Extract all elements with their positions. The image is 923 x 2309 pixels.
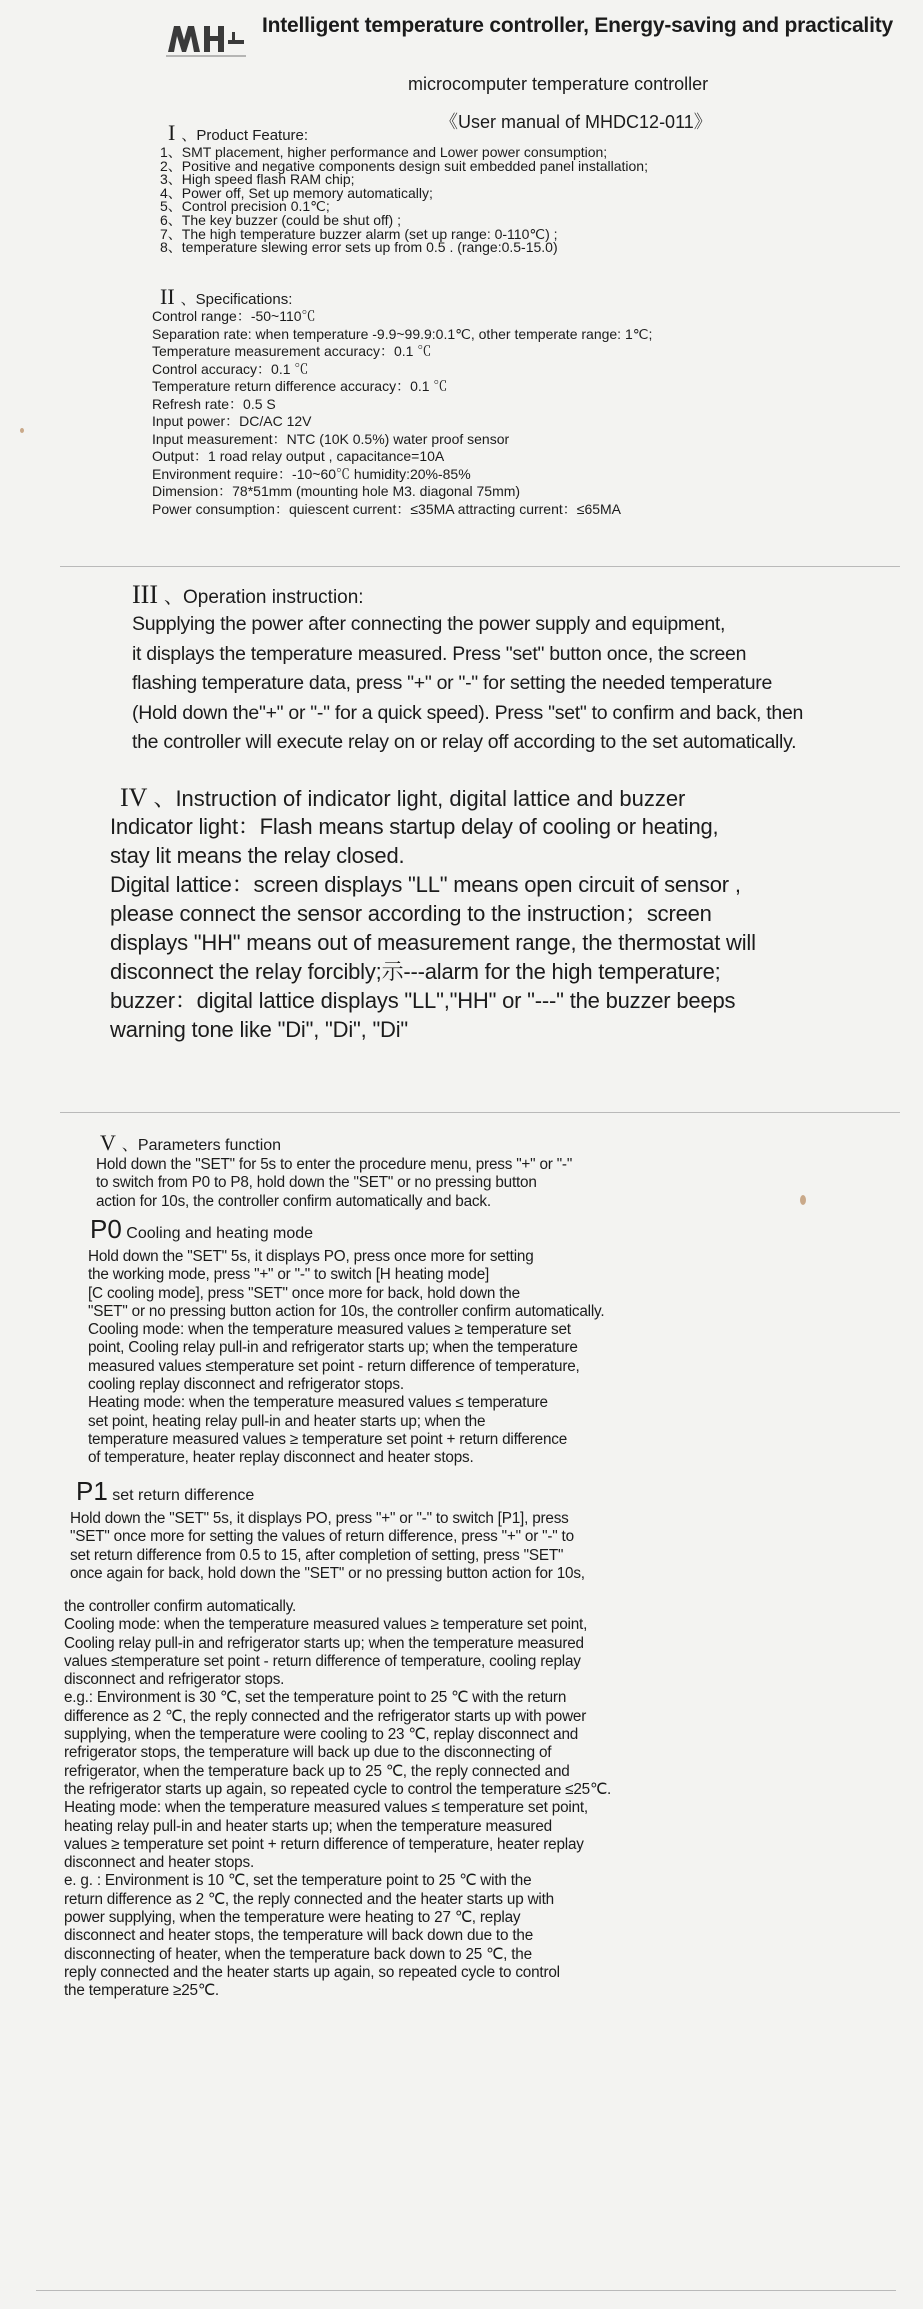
document-title: Intelligent temperature controller, Energy-saving and practicality — [262, 14, 893, 37]
paragraph-line: displays "HH" means out of measurement range, the thermostat will — [110, 930, 756, 955]
paragraph-line: Hold down the "SET" for 5s to enter the procedure menu, press "+" or "-" — [96, 1156, 573, 1173]
section-numeral: IV — [120, 783, 148, 812]
paragraph-line: disconnect and heater stops. — [64, 1854, 254, 1872]
paragraph-line: Heating mode: when the temperature measured values ≤ temperature set point, — [64, 1799, 588, 1817]
list-item: 2、Positive and negative components design suit embedded panel installation; — [160, 157, 648, 174]
scan-speck — [20, 428, 24, 433]
paragraph-line: e. g. : Environment is 10 ℃, set the temperature point to 25 ℃ with the — [64, 1872, 532, 1890]
features-heading: I 、Product Feature: — [168, 120, 309, 145]
divider — [60, 566, 900, 567]
features-list — [160, 146, 648, 255]
list-item: 7、The high temperature buzzer alarm (set up range: 0-110℃) ; — [160, 225, 558, 242]
list-item: 6、The key buzzer (could be shut off) ; — [160, 211, 401, 228]
paragraph-line: buzzer：digital lattice displays "LL","HH" or "---" the buzzer beeps — [110, 988, 736, 1013]
paragraph-line: disconnecting of heater, when the temperature back down to 25 ℃, the — [64, 1945, 532, 1963]
p0-text — [88, 1248, 604, 1468]
list-item: Input measurement：NTC (10K 0.5%) water proof sensor — [152, 430, 510, 447]
indicator-text — [110, 812, 756, 1044]
paragraph-line: the controller will execute relay on or relay off according to the set automatically. — [132, 731, 797, 754]
paragraph-line: refrigerator, when the temperature back up to 25 ℃, the reply connected and — [64, 1762, 570, 1780]
list-item: Output：1 road relay output , capacitance=10A — [152, 448, 445, 464]
list-item: 3、High speed flash RAM chip; — [160, 171, 355, 188]
paragraph-line: point, Cooling relay pull-in and refrigerator starts up; when the temperature — [88, 1339, 578, 1357]
paragraph-line: "SET" or no pressing button action for 10s, the controller confirm automatically. — [88, 1302, 605, 1320]
paragraph-line: Cooling mode: when the temperature measured values ≥ temperature set — [88, 1321, 571, 1339]
paragraph-line: heating relay pull-in and heater starts up; when the temperature measured — [64, 1817, 552, 1835]
paragraph-line: Hold down the "SET" 5s, it displays PO, press once more for setting — [88, 1248, 534, 1265]
paragraph-line: cooling replay disconnect and refrigerator stops. — [88, 1376, 404, 1394]
specifications-heading: II 、Specifications: — [160, 284, 293, 309]
p1-continued-text — [64, 1598, 611, 2001]
paragraph-line: Indicator light：Flash means startup delay of cooling or heating, — [110, 814, 719, 839]
list-item: Control accuracy：0.1 ℃ — [152, 360, 309, 377]
paragraph-line: disconnect and heater stops, the temperature will back down due to the — [64, 1927, 533, 1945]
paragraph-line: disconnect and refrigerator stops. — [64, 1671, 285, 1689]
list-item: Power consumption：quiescent current：≤35MA attracting current：≤65MA — [152, 500, 622, 517]
document-subtitle: microcomputer temperature controller — [408, 74, 709, 94]
paragraph-line: "SET" once more for setting the values of return difference, press "+" or "-" to — [70, 1528, 574, 1546]
manual-name: 《User manual of MHDC12-011》 — [440, 112, 712, 132]
indicator-heading: IV 、Instruction of indicator light, digital lattice and buzzer — [120, 783, 686, 812]
paragraph-line: values ≥ temperature set point + return difference of temperature, heater replay — [64, 1835, 584, 1853]
paragraph-line: to switch from P0 to P8, hold down the "SET" or no pressing button — [96, 1174, 537, 1192]
paragraph-line: action for 10s, the controller confirm automatically and back. — [96, 1192, 491, 1210]
list-item: Temperature measurement accuracy：0.1 ℃ — [152, 343, 432, 359]
paragraph-line: Digital lattice：screen displays "LL" means open circuit of sensor , — [110, 872, 741, 897]
parameter-code: P1 — [76, 1476, 108, 1506]
paragraph-line: values ≤temperature set point - return difference of temperature, cooling replay — [64, 1652, 581, 1670]
paragraph-line: once again for back, hold down the "SET" or no pressing button action for 10s, — [70, 1564, 585, 1582]
list-item: 8、temperature slewing error sets up from 0.5 . (range:0.5-15.0) — [160, 239, 558, 256]
paragraph-line: the working mode, press "+" or "-" to switch [H heating mode] — [88, 1266, 490, 1284]
operation-heading: III 、Operation instruction: — [132, 580, 364, 609]
list-item: Input power：DC/AC 12V — [152, 413, 312, 429]
paragraph-line: return difference as 2 ℃, the reply connected and the heater starts up with — [64, 1890, 554, 1908]
paragraph-line: Cooling relay pull-in and refrigerator starts up; when the temperature measured — [64, 1634, 584, 1652]
section-numeral: V — [100, 1130, 116, 1155]
p1-text — [70, 1510, 585, 1583]
paragraph-line: the controller confirm automatically. — [64, 1598, 297, 1615]
section-numeral: I — [168, 120, 176, 145]
paragraph-line: the refrigerator starts up again, so repeated cycle to control the temperature ≤25℃. — [64, 1780, 612, 1798]
list-item: Refresh rate：0.5 S — [152, 395, 276, 412]
paragraph-line: Cooling mode: when the temperature measured values ≥ temperature set point, — [64, 1616, 588, 1634]
scan-speck — [800, 1195, 806, 1205]
paragraph-line: warning tone like "Di", "Di", "Di" — [110, 1017, 409, 1042]
list-item: 4、Power off, Set up memory automatically; — [160, 184, 433, 201]
paragraph-line: stay lit means the relay closed. — [110, 843, 405, 868]
paragraph-line: refrigerator stops, the temperature will back up due to the disconnecting of — [64, 1744, 552, 1762]
paragraph-line: the temperature ≥25℃. — [64, 1982, 219, 2000]
list-item: Separation rate: when temperature -9.9~99.9:0.1℃, other temperate range: 1℃; — [152, 325, 653, 342]
divider — [36, 2290, 896, 2291]
parameter-code: P0 — [90, 1214, 122, 1244]
parameter-title: Cooling and heating mode — [126, 1225, 314, 1242]
p0-heading — [90, 1214, 313, 1245]
list-item: 1、SMT placement, higher performance and Lower power consumption; — [160, 144, 608, 160]
paragraph-line: flashing temperature data, press "+" or "-" for setting the needed temperature — [132, 672, 773, 695]
paragraph-line: (Hold down the"+" or "-" for a quick speed). Press "set" to confirm and back, then — [132, 701, 804, 724]
paragraph-line: reply connected and the heater starts up again, so repeated cycle to control — [64, 1963, 560, 1981]
specifications-list — [152, 308, 652, 518]
paragraph-line: e.g.: Environment is 30 ℃, set the temperature point to 25 ℃ with the return — [64, 1689, 567, 1707]
paragraph-line: difference as 2 ℃, the reply connected and the refrigerator starts up with power — [64, 1707, 587, 1725]
paragraph-line: Heating mode: when the temperature measured values ≤ temperature — [88, 1394, 548, 1412]
list-item: Temperature return difference accuracy：0.1 ℃ — [152, 378, 448, 394]
paragraph-line: measured values ≤temperature set point - return difference of temperature, — [88, 1357, 580, 1375]
operation-text — [132, 610, 803, 758]
paragraph-line: temperature measured values ≥ temperature set point + return difference — [88, 1430, 568, 1448]
parameters-intro — [96, 1156, 572, 1211]
list-item: Environment require：-10~60℃ humidity:20%-85% — [152, 465, 471, 482]
list-item: Dimension：78*51mm (mounting hole M3. diagonal 75mm) — [152, 483, 521, 499]
parameter-title: set return difference — [112, 1487, 255, 1504]
paragraph-line: set point, heating relay pull-in and heater starts up; when the — [88, 1412, 486, 1430]
paragraph-line: set return difference from 0.5 to 15, after completion of setting, press "SET" — [70, 1546, 564, 1564]
paragraph-line: it displays the temperature measured. Press "set" button once, the screen — [132, 642, 747, 665]
brand-logo — [164, 18, 248, 58]
paragraph-line: Supplying the power after connecting the power supply and equipment, — [132, 613, 726, 635]
parameters-heading: V 、Parameters function — [100, 1130, 282, 1155]
paragraph-line: [C cooling mode], press "SET" once more for back, hold down the — [88, 1284, 520, 1302]
paragraph-line: Hold down the "SET" 5s, it displays PO, press "+" or "-" to switch [P1], press — [70, 1510, 569, 1527]
paragraph-line: power supplying, when the temperature were heating to 27 ℃, replay — [64, 1909, 521, 1927]
paragraph-line: of temperature, heater replay disconnect and heater stops. — [88, 1449, 474, 1467]
paragraph-line: disconnect the relay forcibly;示---alarm for the high temperature; — [110, 959, 721, 984]
section-numeral: II — [160, 284, 175, 309]
p1-heading — [76, 1476, 254, 1507]
list-item: 5、Control precision 0.1℃; — [160, 198, 330, 215]
section-numeral: III — [132, 580, 158, 609]
list-item: Control range：-50~110℃ — [152, 308, 316, 324]
paragraph-line: supplying, when the temperature were cooling to 23 ℃, replay disconnect and — [64, 1726, 579, 1744]
paragraph-line: please connect the sensor according to the instruction；screen — [110, 901, 712, 926]
divider — [60, 1112, 900, 1113]
